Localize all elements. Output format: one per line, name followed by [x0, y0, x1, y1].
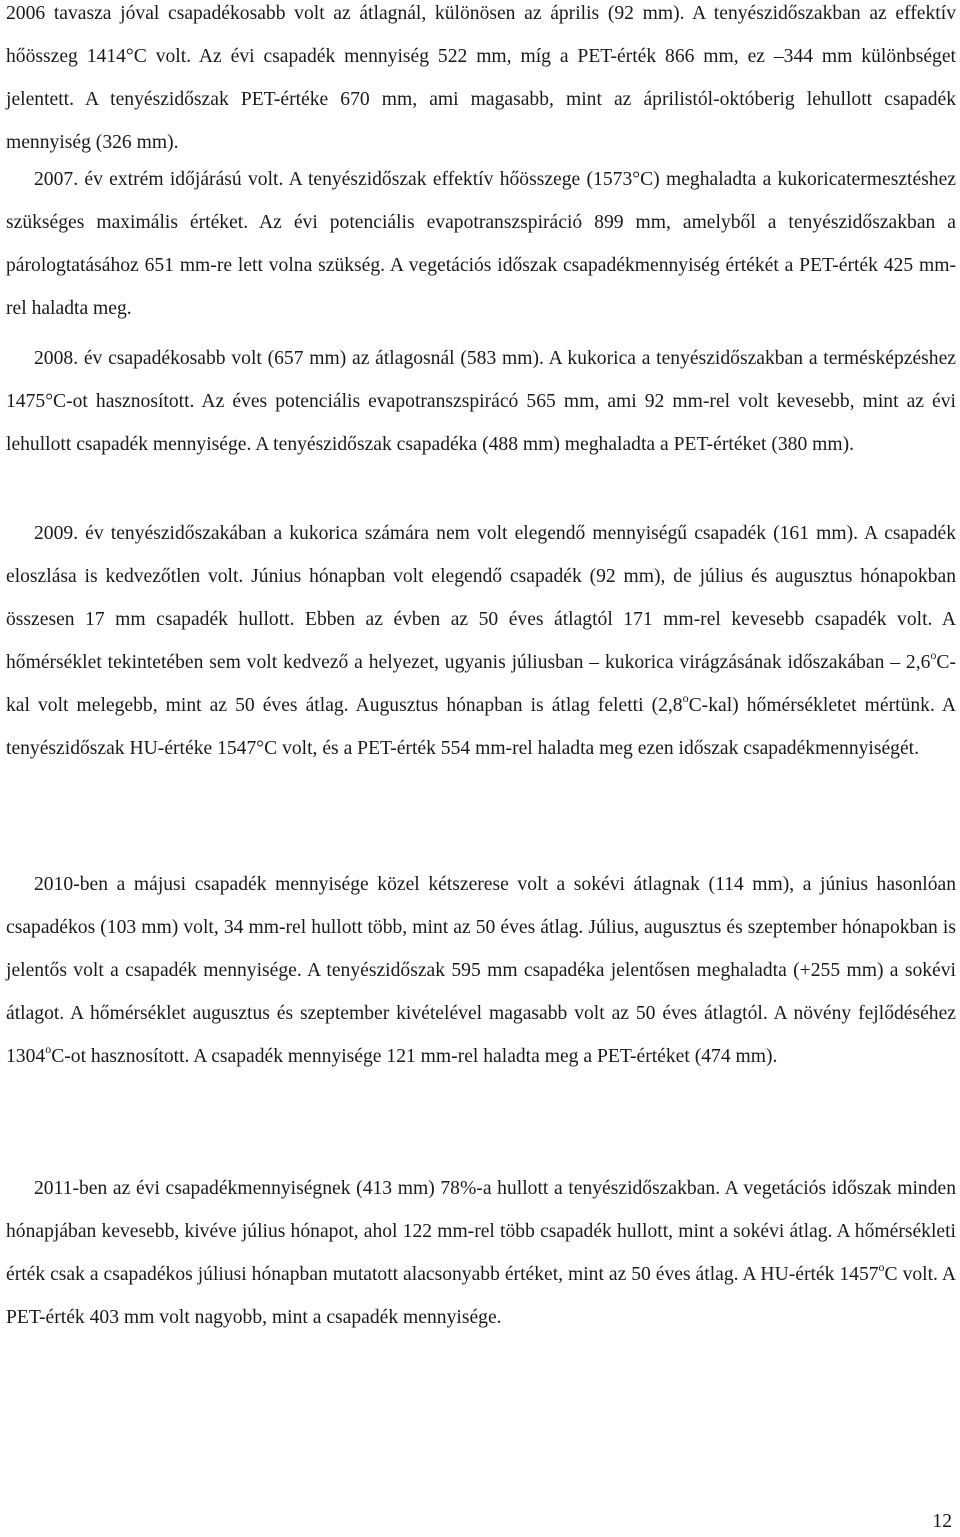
paragraph-2009-text-c: C-kal) hőmérsékletet mértünk. A tenyészidőszak HU-értéke 1547°C volt, és a PET-érték 554 mm-rel haladta meg ezen időszak csapadékmennyiségét. — [6, 695, 956, 759]
paragraph-2009 — [6, 512, 956, 770]
degree-superscript: o — [878, 1260, 885, 1274]
degree-superscript: o — [45, 1042, 52, 1056]
paragraph-2010-text-a: 2010-ben a májusi csapadék mennyisége közel kétszerese volt a sokévi átlagnak (114 mm), a június hasonlóan csapadékos (103 mm) volt, 34 mm-rel hullott több, mint az 50 éves átlag. Július, augusztus és szeptember hónapokban is jelentős volt a csapadék mennyisége. A tenyészidőszak 595 mm csapadéka jelentősen meghaladta (+255 mm) a sokévi átlagot. A hőmérséklet augusztus és szeptember kivételével magasabb volt az 50 éves átlagtól. A növény fejlődéséhez 1304 — [6, 874, 956, 1067]
paragraph-2011 — [6, 1167, 956, 1339]
paragraph-2009-text-a: 2009. év tenyészidőszakában a kukorica számára nem volt elegendő mennyiségű csapadék (161 mm). A csapadék eloszlása is kedvezőtlen volt. Június hónapban volt elegendő csapadék (92 mm), de július és augusztus hónapokban összesen 17 mm csapadék hullott. Ebben az évben az 50 éves átlagtól 171 mm-rel kevesebb csapadék volt. A hőmérséklet tekintetében sem volt kedvező a helyezet, ugyanis júliusban – kukorica virágzásának időszakában – 2,6 — [6, 523, 956, 673]
paragraph-2010 — [6, 863, 956, 1078]
paragraph-2009-text-b: C-kal volt melegebb, mint az 50 éves átlag. Augusztus hónapban is átlag feletti (2,8 — [6, 652, 956, 716]
paragraph-2010-text-b: C-ot hasznosított. A csapadék mennyisége 121 mm-rel haladta meg a PET-értéket (474 mm). — [51, 1046, 778, 1067]
paragraph-2011-text-b: C volt. A PET-érték 403 mm volt nagyobb, mint a csapadék mennyisége. — [6, 1264, 956, 1328]
degree-superscript: o — [682, 691, 689, 705]
page-number: 12 — [932, 1511, 952, 1532]
degree-superscript: o — [930, 648, 937, 662]
paragraph-2008: 2008. év csapadékosabb volt (657 mm) az átlagosnál (583 mm). A kukorica a tenyészidőszakban a termésképzéshez 1475°C-ot hasznosított. Az éves potenciális evapotranszspirácó 565 mm, ami 92 mm-rel volt kevesebb, mint az évi lehullott csapadék mennyisége. A tenyészidőszak csapadéka (488 mm) meghaladta a PET-értéket (380 mm). — [6, 348, 956, 455]
paragraph-2011-text-a: 2011-ben az évi csapadékmennyiségnek (413 mm) 78%-a hullott a tenyészidőszakban. A vegetációs időszak minden hónapjában kevesebb, kivéve július hónapot, ahol 122 mm-rel több csapadék hullott, mint a sokévi átlag. A hőmérsékleti érték csak a csapadékos júliusi hónapban mutatott alacsonyabb értéket, mint az 50 éves átlag. A HU-érték 1457 — [6, 1178, 956, 1285]
paragraph-2006: 2006 tavasza jóval csapadékosabb volt az átlagnál, különösen az április (92 mm). A tenyészidőszakban az effektív hőösszeg 1414°C volt. Az évi csapadék mennyiség 522 mm, míg a PET-érték 866 mm, ez –344 mm különbséget jelentett. A tenyészidőszak PET-értéke 670 mm, ami magasabb, mint az áprilistól-októberig lehullott csapadék mennyiség (326 mm). — [6, 3, 956, 153]
paragraph-2007: 2007. év extrém időjárású volt. A tenyészidőszak effektív hőösszege (1573°C) meghaladta a kukoricatermesztéshez szükséges maximális értéket. Az évi potenciális evapotranszspiráció 899 mm, amelyből a tenyészidőszakban a párologtatásához 651 mm-re lett volna szükség. A vegetációs időszak csapadékmennyiség értékét a PET-érték 425 mm-rel haladta meg. — [6, 169, 956, 319]
